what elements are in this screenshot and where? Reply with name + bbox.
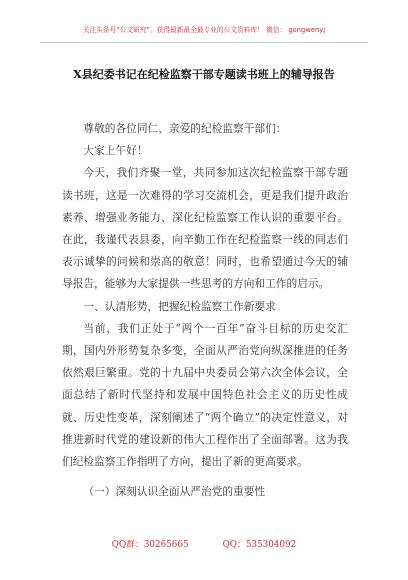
header-divider: [40, 42, 368, 43]
section-heading: 一、认清形势，把握纪检监察工作新要求: [83, 299, 276, 313]
qq-group: QQ群：30265665: [111, 540, 189, 550]
subsection-heading: （一）深刻认识全面从严治党的重要性: [83, 485, 266, 499]
document-body: [62, 118, 348, 503]
intro-paragraph: 今天，我们齐聚一堂，共同参加这次纪检监察干部专题读书班，这是一次难得的学习交流机会，更是我们提升政治素养、增强业务能力、深化纪检监察工作认识的重要平台。在此，我谨代表县委，向辛勤工作在纪检监察一线的同志们表示诚挚的问候和崇高的敬意！同时，也希望通过今天的辅导报告，能够为大家提供一些思考的方向和工作的启示。: [62, 166, 348, 291]
wechat-label: 微信：: [266, 26, 287, 34]
greeting: 大家上午好！: [83, 144, 148, 158]
wechat-id: gongwenyj: [288, 26, 326, 34]
qq-number: QQ：535304092: [222, 540, 297, 550]
salutation: 尊敬的各位同仁、亲爱的纪检监察干部们：: [83, 122, 287, 135]
promo-text: 关注头条号“公文研究”，获得最新最全最专业的公文资料库！: [82, 26, 264, 34]
document-title: X县纪委书记在纪检监察干部专题读书班上的辅导报告: [73, 68, 335, 81]
header-banner: [0, 24, 408, 34]
footer-contact: [0, 537, 408, 550]
body-paragraph: 当前，我们正处于“两个一百年”奋斗目标的历史交汇期，国内外形势复杂多变，全面从严治党向纵深推进的任务依然艰巨繁重。党的十九届中央委员会第六次全体会议，全面总结了新时代坚持和发展中国特色社会主义的历史性成就、历史性变革，深刻阐述了“两个确立”的决定性意义，对推进新时代党的建设新的伟大工程作出了全面部署。这为我们纪检监察工作指明了方向，提出了新的更高要求。: [62, 321, 348, 469]
